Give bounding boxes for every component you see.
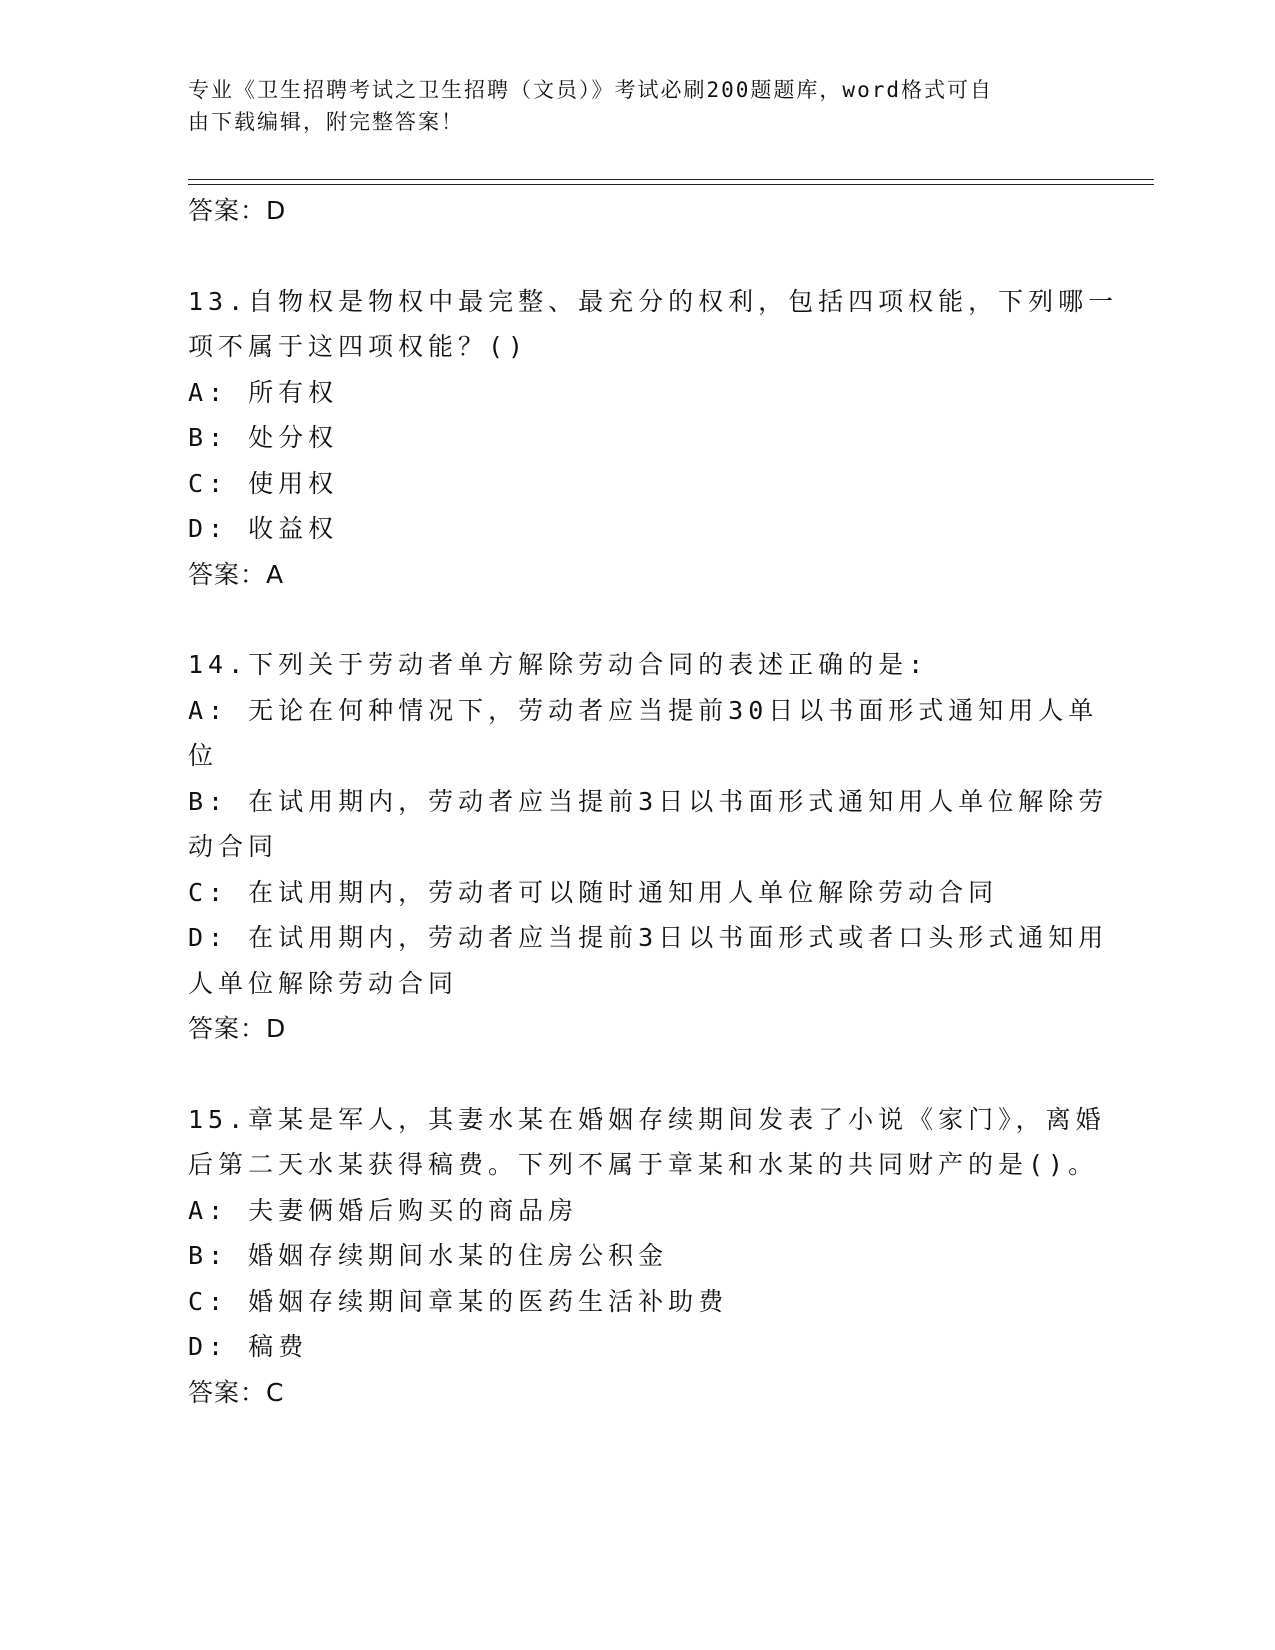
header-line-1: 专业《卫生招聘考试之卫生招聘（文员）》考试必刷200题题库，word格式可自	[188, 78, 993, 102]
option-line: D: 在试用期内，劳动者应当提前3日以书面形式或者口头形式通知用	[188, 923, 1109, 952]
question-block	[188, 1097, 1106, 1416]
answer-value: D	[266, 1014, 287, 1043]
question-stem-line: 13.自物权是物权中最完整、最充分的权利，包括四项权能，下列哪一	[188, 286, 1119, 316]
question-stem-line: 15.章某是军人，其妻水某在婚姻存续期间发表了小说《家门》，离婚	[188, 1104, 1106, 1134]
option-line: C: 在试用期内，劳动者可以随时通知用人单位解除劳动合同	[188, 877, 999, 907]
option-line: D: 收益权	[188, 514, 339, 543]
option-line: D: 稿费	[188, 1332, 309, 1361]
option-line: B: 婚姻存续期间水某的住房公积金	[188, 1241, 669, 1270]
answer-label: 答案：	[188, 1014, 267, 1043]
header-divider-top	[188, 179, 1154, 180]
answer-line	[188, 1370, 1088, 1416]
answer-value: C	[266, 1377, 285, 1407]
answer-line	[188, 552, 1088, 598]
option-line: C: 使用权	[188, 468, 339, 498]
answer-label: 答案：	[188, 196, 267, 225]
answer-line	[188, 1006, 1088, 1052]
question-list	[188, 279, 1119, 1416]
option-line: A: 所有权	[188, 377, 339, 407]
document-body	[188, 188, 1119, 1415]
option-line: B: 在试用期内，劳动者应当提前3日以书面形式通知用人单位解除劳	[188, 786, 1109, 816]
answer-value: A	[266, 559, 285, 589]
header-line-2: 由下载编辑，附完整答案！	[188, 110, 464, 134]
question-block	[188, 279, 1119, 598]
option-line: 人单位解除劳动合同	[188, 968, 459, 998]
option-line: 位	[188, 741, 219, 770]
answer-label: 答案：	[188, 1377, 267, 1407]
option-line: B: 处分权	[188, 423, 339, 452]
document-header	[188, 74, 1068, 138]
previous-answer	[188, 188, 1088, 234]
question-block	[188, 642, 1109, 1052]
question-stem-line: 14.下列关于劳动者单方解除劳动合同的表述正确的是:	[188, 650, 929, 679]
option-line: 动合同	[188, 832, 279, 861]
option-line: C: 婚姻存续期间章某的医药生活补助费	[188, 1286, 729, 1316]
question-stem-line: 项不属于这四项权能？()	[188, 332, 529, 361]
header-divider-bottom	[188, 184, 1154, 185]
answer-label: 答案：	[188, 559, 267, 589]
option-line: A: 夫妻俩婚后购买的商品房	[188, 1195, 579, 1225]
answer-value: D	[266, 196, 287, 225]
option-line: A: 无论在何种情况下，劳动者应当提前30日以书面形式通知用人单	[188, 695, 1099, 725]
question-stem-line: 后第二天水某获得稿费。下列不属于章某和水某的共同财产的是()。	[188, 1150, 1099, 1179]
